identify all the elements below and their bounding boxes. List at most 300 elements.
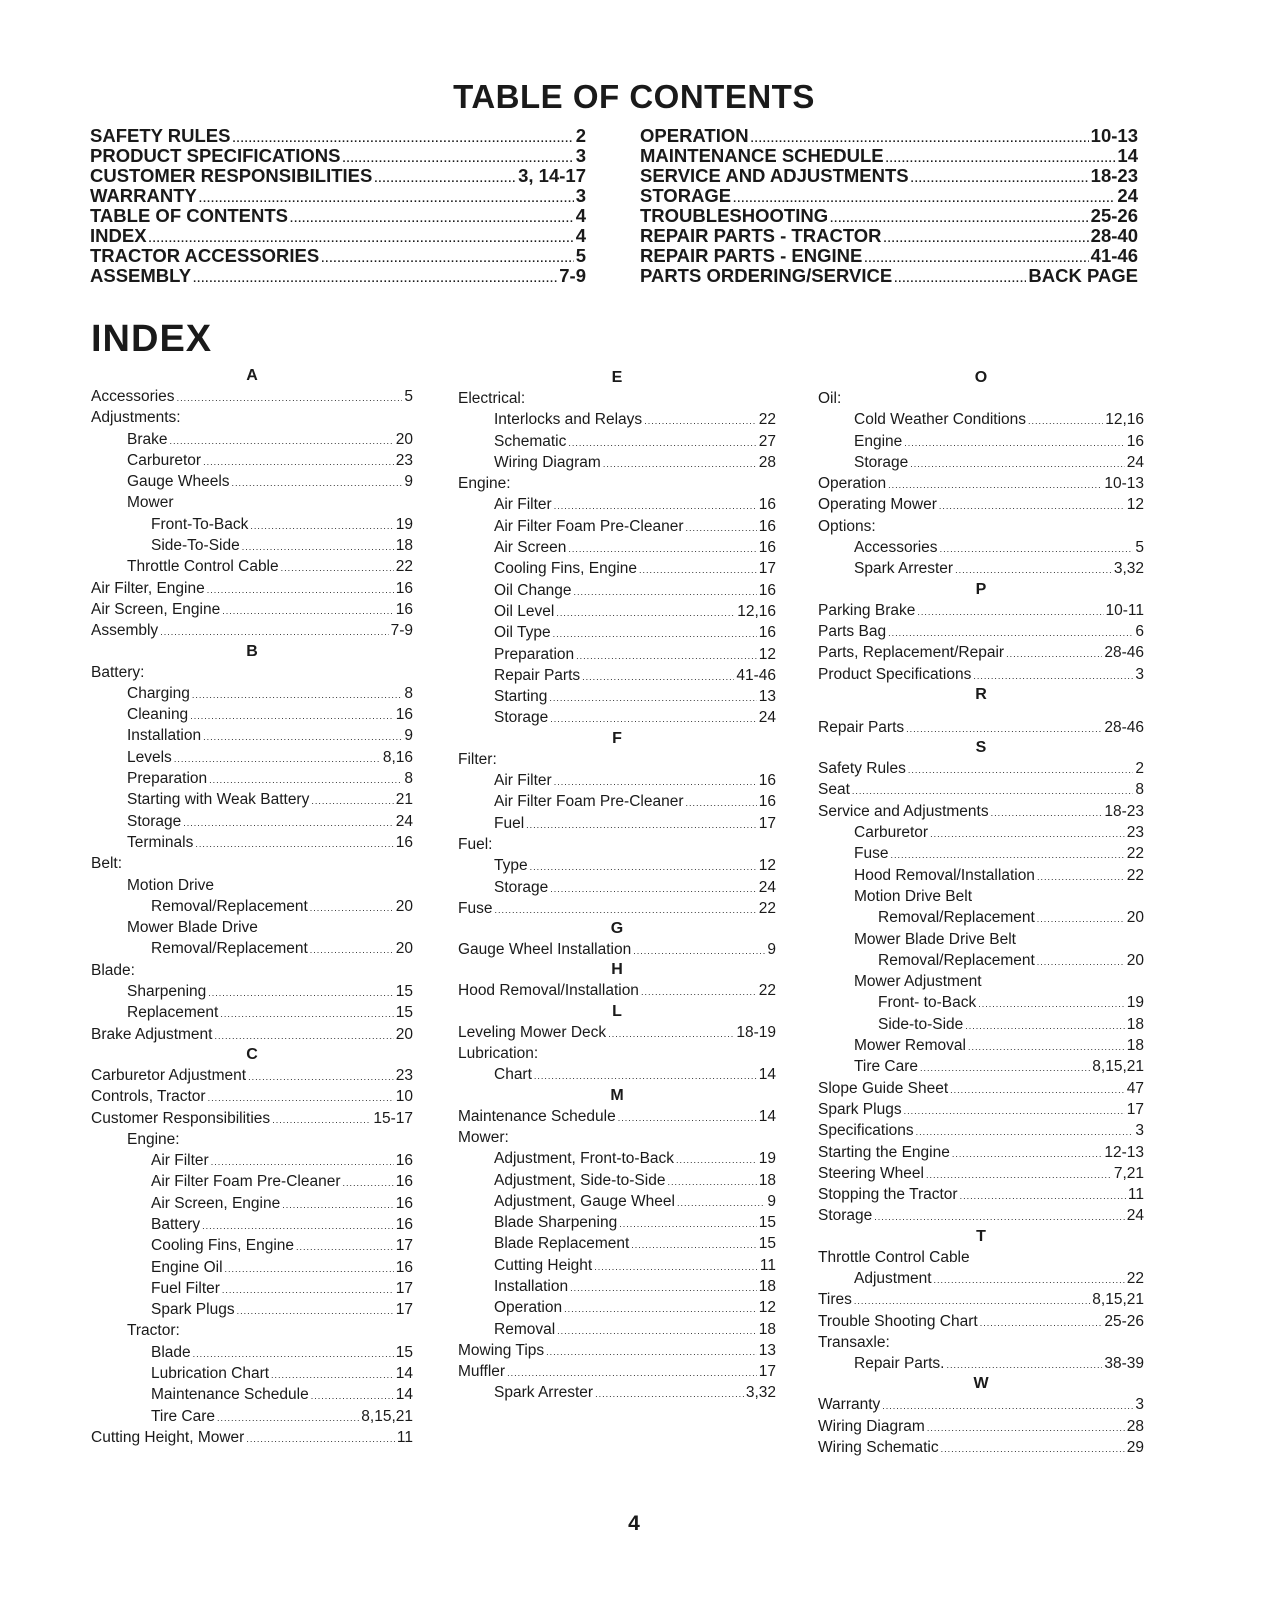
index-entry xyxy=(818,1078,1144,1099)
index-entry xyxy=(458,877,776,898)
index-entry-label: Installation xyxy=(494,1277,569,1295)
index-entry-page: 17 xyxy=(758,560,776,578)
toc-entry-page: 14 xyxy=(1117,145,1138,166)
dot-leader xyxy=(553,622,757,645)
index-entry-label: Steering Wheel xyxy=(818,1164,924,1182)
index-entry-page: 22 xyxy=(758,411,776,429)
index-section-letter: T xyxy=(976,1227,986,1245)
index-entry-label: Carburetor xyxy=(127,451,202,469)
toc-entry-label: REPAIR PARTS - TRACTOR xyxy=(640,225,882,246)
index-entry xyxy=(91,1065,413,1086)
index-entry xyxy=(91,1384,413,1405)
dot-leader xyxy=(603,452,757,475)
dot-leader xyxy=(211,1150,394,1173)
index-entry xyxy=(91,535,413,556)
index-entry-page: 28-46 xyxy=(1104,718,1144,736)
toc-entry xyxy=(640,126,1138,146)
index-entry-page: 16 xyxy=(758,581,776,599)
index-entry-label: Sharpening xyxy=(127,983,207,1001)
dot-leader xyxy=(910,452,1124,475)
dot-leader xyxy=(618,1106,757,1129)
dot-leader xyxy=(225,1257,394,1280)
index-entry-page: 21 xyxy=(395,791,413,809)
index-entry xyxy=(91,1214,413,1235)
index-entry-label: Repair Parts xyxy=(494,666,581,684)
index-entry-page: 29 xyxy=(1126,1439,1144,1457)
index-entry xyxy=(458,601,776,622)
index-entry xyxy=(818,1056,1144,1077)
toc-entry-label: SERVICE AND ADJUSTMENTS xyxy=(640,165,909,186)
index-entry-page: 6 xyxy=(1135,622,1144,640)
dot-leader xyxy=(686,791,757,814)
index-entry xyxy=(458,1148,776,1169)
index-entry-label: Accessories xyxy=(854,539,938,557)
dot-leader xyxy=(854,1289,1090,1312)
dot-leader xyxy=(940,537,1134,560)
index-section-letter: M xyxy=(610,1086,624,1104)
index-entry xyxy=(818,1353,1144,1374)
index-entry xyxy=(818,1311,1144,1332)
toc-entry-page: 18-23 xyxy=(1090,165,1138,186)
index-entry-label: Wiring Diagram xyxy=(818,1417,925,1435)
dot-leader xyxy=(677,1191,765,1214)
index-entry-label: Repair Parts. xyxy=(854,1355,945,1373)
index-entry-label: Charging xyxy=(127,684,190,702)
index-entry-page: 8 xyxy=(404,770,413,788)
index-entry-label: Customer Responsibilities xyxy=(91,1109,271,1127)
index-entry-page: 15 xyxy=(395,1343,413,1361)
index-entry xyxy=(818,537,1144,558)
dot-leader xyxy=(217,1406,359,1429)
index-entry-page: 12 xyxy=(758,1299,776,1317)
toc-entry-page: 41-46 xyxy=(1090,245,1138,266)
index-entry-label: Removal/Replacement xyxy=(878,909,1035,927)
dot-leader xyxy=(546,1340,757,1363)
index-entry xyxy=(91,917,413,938)
dot-leader xyxy=(248,1065,394,1088)
page-number: 4 xyxy=(628,1512,640,1535)
index-entry-label: Engine xyxy=(854,432,903,450)
index-entry xyxy=(91,683,413,704)
index-entry-label: Air Filter xyxy=(151,1152,209,1170)
index-entry xyxy=(458,1106,776,1127)
toc-entry-page: 4 xyxy=(575,205,586,226)
index-entry xyxy=(818,779,1144,800)
index-entry-label: Starting with Weak Battery xyxy=(127,791,310,809)
dot-leader xyxy=(557,1319,757,1342)
index-entry xyxy=(91,938,413,959)
index-entry-page: 17 xyxy=(395,1279,413,1297)
index-section-letter: R xyxy=(975,685,987,703)
index-entry-label: Preparation xyxy=(494,645,575,663)
index-entry xyxy=(818,452,1144,473)
toc-entry-label: ASSEMBLY xyxy=(90,265,192,286)
index-entry xyxy=(818,907,1144,928)
index-entry-label: Belt: xyxy=(91,855,123,873)
index-entry-page: 24 xyxy=(1126,1207,1144,1225)
toc-entry-label: INDEX xyxy=(90,225,147,246)
index-entry-label: Accessories xyxy=(91,388,175,405)
index-entry-page: 20 xyxy=(1126,909,1144,927)
index-entry xyxy=(458,855,776,876)
index-entry xyxy=(818,473,1144,494)
dot-leader xyxy=(644,409,757,432)
index-entry-label: Adjustment xyxy=(854,1269,932,1287)
index-entry xyxy=(458,580,776,601)
index-entry xyxy=(818,1014,1144,1035)
index-entry xyxy=(458,791,776,812)
dot-leader xyxy=(310,896,394,919)
index-entry xyxy=(458,516,776,537)
index-entry-page: 14 xyxy=(758,1066,776,1084)
toc-entry-page: 24 xyxy=(1117,185,1138,206)
dot-leader xyxy=(183,811,393,834)
index-entry-page: 22 xyxy=(758,899,776,917)
index-entry xyxy=(91,1129,413,1150)
index-entry-page: 9 xyxy=(767,1192,776,1210)
toc-entry-page: BACK PAGE xyxy=(1028,265,1138,286)
index-entry-label: Throttle Control Cable xyxy=(127,558,279,576)
index-entry-label: Adjustments: xyxy=(91,409,181,427)
index-section-letter: P xyxy=(975,580,987,598)
index-entry-page: 8 xyxy=(1135,781,1144,799)
index-entry-page: 11 xyxy=(1127,1186,1144,1204)
index-entry-page: 16 xyxy=(395,1152,413,1170)
index-entry-label: Controls, Tractor xyxy=(91,1088,206,1106)
index-entry-label: Assembly xyxy=(91,622,159,640)
index-entry xyxy=(458,665,776,686)
dot-leader xyxy=(193,266,557,289)
index-entry-page: 16 xyxy=(395,1173,413,1191)
dot-leader xyxy=(311,789,393,812)
index-entry-page: 18-23 xyxy=(1104,802,1144,820)
dot-leader xyxy=(271,1363,394,1386)
index-entry-page: 41-46 xyxy=(736,666,776,684)
index-entry xyxy=(818,1120,1144,1141)
toc-entry-label: CUSTOMER RESPONSIBILITIES xyxy=(90,165,373,186)
index-entry-label: Fuel xyxy=(494,814,525,832)
index-entry-label: Blade: xyxy=(91,961,135,979)
dot-leader xyxy=(564,1297,757,1320)
index-entry-label: Lubrication: xyxy=(458,1045,539,1063)
dot-leader xyxy=(550,877,756,900)
index-entry-page: 12 xyxy=(1126,496,1144,514)
dot-leader xyxy=(639,558,757,581)
index-entry-label: Type xyxy=(494,857,528,875)
index-entry xyxy=(91,386,413,407)
toc-entry-page: 5 xyxy=(575,245,586,266)
index-entry-label: Hood Removal/Installation xyxy=(854,866,1035,884)
index-entry-label: Spark Plugs xyxy=(151,1301,235,1319)
index-entry-page: 28-46 xyxy=(1104,644,1144,662)
index-entry xyxy=(91,1086,413,1107)
dot-leader xyxy=(177,386,403,409)
index-entry-label: Installation xyxy=(127,727,202,745)
dot-leader xyxy=(242,535,394,558)
index-entry-page: 17 xyxy=(758,814,776,832)
index-entry-label: Parts Bag xyxy=(818,622,887,640)
index-entry-page: 18 xyxy=(758,1171,776,1189)
index-entry-label: Trouble Shooting Chart xyxy=(818,1312,978,1330)
index-entry xyxy=(91,725,413,746)
toc-entry-label: STORAGE xyxy=(640,185,732,206)
index-entry xyxy=(458,494,776,515)
index-entry-page: 18 xyxy=(395,537,413,555)
index-entry-label: Brake Adjustment xyxy=(91,1025,213,1043)
dot-leader xyxy=(192,683,402,706)
index-entry-label: Parking Brake xyxy=(818,601,916,619)
index-entry-label: Hood Removal/Installation xyxy=(458,982,639,1000)
dot-leader xyxy=(916,1120,1134,1143)
index-entry-page: 10-13 xyxy=(1104,475,1144,493)
index-entry-label: Mower Adjustment xyxy=(854,973,982,991)
index-entry-page: 10-11 xyxy=(1105,601,1144,619)
dot-leader xyxy=(927,1416,1125,1439)
toc-entry-page: 28-40 xyxy=(1090,225,1138,246)
index-entry-page: 3 xyxy=(1135,1396,1144,1414)
toc-entry-label: PRODUCT SPECIFICATIONS xyxy=(90,145,341,166)
index-entry xyxy=(818,1184,1144,1205)
index-entry-label: Engine: xyxy=(127,1130,180,1148)
index-section-letter: S xyxy=(975,739,987,757)
index-entry-label: Lubrication Chart xyxy=(151,1365,270,1383)
index-entry-page: 24 xyxy=(395,812,413,830)
index-entry-label: Tire Care xyxy=(854,1058,919,1076)
index-entry-label: Air Filter Foam Pre-Cleaner xyxy=(494,793,684,811)
index-entry xyxy=(818,1099,1144,1120)
index-entry-page: 18-19 xyxy=(736,1023,776,1041)
index-entry-label: Oil Change xyxy=(494,581,572,599)
dot-leader xyxy=(686,516,757,539)
dot-leader xyxy=(530,855,757,878)
index-entry xyxy=(91,1108,413,1129)
index-entry-page: 20 xyxy=(395,1025,413,1043)
index-section-letter: H xyxy=(611,961,623,979)
index-entry xyxy=(91,704,413,725)
index-entry-label: Filter: xyxy=(458,750,497,768)
index-entry xyxy=(91,1235,413,1256)
index-entry xyxy=(818,758,1144,779)
index-entry-label: Air Filter Foam Pre-Cleaner xyxy=(494,517,684,535)
dot-leader xyxy=(960,1184,1126,1207)
index-entry-label: Oil Type xyxy=(494,624,551,642)
index-entry xyxy=(818,950,1144,971)
index-entry xyxy=(818,516,1144,537)
index-entry xyxy=(91,1427,413,1448)
index-entry xyxy=(458,1170,776,1191)
index-entry xyxy=(818,886,1144,907)
index-entry xyxy=(818,992,1144,1013)
index-entry xyxy=(458,770,776,791)
index-entry-page: 24 xyxy=(758,878,776,896)
dot-leader xyxy=(534,1064,757,1087)
index-entry-label: Operation xyxy=(494,1299,563,1317)
index-entry-label: Tire Care xyxy=(151,1407,216,1425)
toc-entry xyxy=(90,246,586,266)
index-section-letter: A xyxy=(246,367,258,384)
index-entry-label: Cleaning xyxy=(127,706,189,724)
toc-entry-label: TROUBLESHOOTING xyxy=(640,205,829,226)
index-entry-label: Repair Parts xyxy=(818,718,905,736)
toc-entry-label: OPERATION xyxy=(640,125,749,146)
toc-entry xyxy=(640,266,1138,286)
index-entry-label: Adjustment, Gauge Wheel xyxy=(494,1192,675,1210)
dot-leader xyxy=(222,599,394,622)
dot-leader xyxy=(554,770,757,793)
index-entry xyxy=(458,409,776,430)
index-entry-label: Mower Removal xyxy=(854,1037,966,1055)
dot-leader xyxy=(203,725,402,748)
index-entry xyxy=(91,896,413,917)
toc-entry-label: TRACTOR ACCESSORIES xyxy=(90,245,320,266)
index-entry xyxy=(91,981,413,1002)
index-entry-page: 16 xyxy=(395,600,413,618)
index-entry-label: Terminals xyxy=(127,833,194,851)
index-entry-label: Schematic xyxy=(494,432,567,450)
toc-entry-label: WARRANTY xyxy=(90,185,197,206)
index-entry xyxy=(458,1361,776,1382)
index-entry-page: 23 xyxy=(1126,824,1144,842)
index-entry-label: Wiring Diagram xyxy=(494,453,601,471)
index-entry-label: Cutting Height xyxy=(494,1256,593,1274)
dot-leader xyxy=(574,580,757,603)
index-entry xyxy=(91,556,413,577)
dot-leader xyxy=(906,717,1102,740)
index-entry-page: 5 xyxy=(404,388,413,405)
index-entry-label: Blade Replacement xyxy=(494,1235,630,1253)
dot-leader xyxy=(955,558,1112,581)
dot-leader xyxy=(852,779,1133,802)
toc-entry xyxy=(640,226,1138,246)
index-entry-label: Front-To-Back xyxy=(151,515,249,533)
toc-entry-page: 10-13 xyxy=(1090,125,1138,146)
dot-leader xyxy=(894,266,1026,289)
index-entry xyxy=(818,1247,1144,1268)
toc-entry xyxy=(90,146,586,166)
index-entry xyxy=(818,1163,1144,1184)
index-entry-label: Carburetor Adjustment xyxy=(91,1066,247,1084)
index-entry-label: Fuel: xyxy=(458,835,493,853)
dot-leader xyxy=(594,1255,758,1278)
index-entry-label: Maintenance Schedule xyxy=(151,1386,309,1404)
dot-leader xyxy=(888,621,1133,644)
dot-leader xyxy=(311,1384,394,1407)
index-section-letter: C xyxy=(246,1045,258,1063)
index-entry-label: Interlocks and Relays xyxy=(494,411,643,429)
index-entry xyxy=(458,431,776,452)
index-entry-label: Side-To-Side xyxy=(151,537,240,555)
toc-entry-label: PARTS ORDERING/SERVICE xyxy=(640,265,893,286)
index-entry-page: 17 xyxy=(395,1237,413,1255)
index-entry-page: 16 xyxy=(395,1258,413,1276)
index-entry-label: Cold Weather Conditions xyxy=(854,411,1027,429)
index-entry xyxy=(91,1002,413,1023)
dot-leader xyxy=(1037,865,1125,888)
index-entry xyxy=(458,707,776,728)
index-entry-label: Mower Blade Drive xyxy=(127,919,258,937)
index-entry-page: 17 xyxy=(758,1363,776,1381)
dot-leader xyxy=(888,473,1102,496)
index-entry xyxy=(91,1024,413,1045)
index-entry-label: Chart xyxy=(494,1066,532,1084)
toc-entry xyxy=(90,186,586,206)
index-entry-page: 14 xyxy=(758,1107,776,1125)
dot-leader xyxy=(494,898,756,921)
index-entry-page: 3,32 xyxy=(1113,560,1144,578)
dot-leader xyxy=(272,1108,371,1131)
index-entry xyxy=(818,621,1144,642)
dot-leader xyxy=(232,471,403,494)
index-entry xyxy=(818,1268,1144,1289)
index-entry xyxy=(818,558,1144,579)
index-section-letter: E xyxy=(611,369,623,386)
index-column-3 xyxy=(818,368,1144,1458)
index-entry-label: Safety Rules xyxy=(818,760,906,778)
dot-leader xyxy=(1037,950,1125,973)
dot-leader xyxy=(676,1148,757,1171)
index-entry-page: 18 xyxy=(758,1320,776,1338)
index-entry-page: 23 xyxy=(395,451,413,469)
index-entry xyxy=(91,471,413,492)
index-entry xyxy=(458,749,776,770)
index-entry-page: 16 xyxy=(395,1215,413,1233)
index-entry-label: Operating Mower xyxy=(818,496,937,514)
dot-leader xyxy=(220,1002,393,1025)
index-entry-page: 15 xyxy=(758,1214,776,1232)
index-entry-page: 8,16 xyxy=(382,748,413,766)
index-entry-label: Muffler xyxy=(458,1363,506,1381)
index-entry-page: 8,15,21 xyxy=(1092,1291,1144,1309)
dot-leader xyxy=(980,1311,1103,1334)
dot-leader xyxy=(208,1086,394,1109)
index-entry xyxy=(458,1043,776,1064)
dot-leader xyxy=(965,1014,1124,1037)
dot-leader xyxy=(556,601,735,624)
dot-leader xyxy=(973,664,1133,687)
index-entry-page: 20 xyxy=(395,940,413,958)
index-entry-label: Oil Level xyxy=(494,602,555,620)
dot-leader xyxy=(926,1163,1112,1186)
dot-leader xyxy=(190,704,394,727)
index-entry-label: Spark Plugs xyxy=(818,1100,902,1118)
dot-leader xyxy=(554,494,757,517)
index-entry-page: 7,21 xyxy=(1113,1164,1144,1182)
dot-leader xyxy=(343,1171,394,1194)
index-entry-page: 9 xyxy=(767,941,776,959)
index-entry xyxy=(818,1205,1144,1226)
index-entry-page: 22 xyxy=(1126,1269,1144,1287)
dot-leader xyxy=(174,747,381,770)
dot-leader xyxy=(890,843,1124,866)
index-entry-label: Air Filter xyxy=(494,772,552,790)
dot-leader xyxy=(904,431,1124,454)
index-entry-label: Options: xyxy=(818,517,876,535)
dot-leader xyxy=(170,429,394,452)
index-entry-page: 9 xyxy=(404,473,413,491)
index-entry xyxy=(818,801,1144,822)
index-entry xyxy=(818,431,1144,452)
index-entry xyxy=(91,407,413,428)
index-entry-label: Air Filter xyxy=(494,496,552,514)
toc-entry xyxy=(640,166,1138,186)
index-entry-label: Air Screen, Engine xyxy=(91,600,221,618)
index-entry xyxy=(91,1363,413,1384)
index-entry-label: Operation xyxy=(818,475,887,493)
index-entry-page: 19 xyxy=(395,515,413,533)
index-entry-label: Oil: xyxy=(818,390,842,407)
dot-leader xyxy=(946,1353,1102,1376)
dot-leader xyxy=(570,1276,757,1299)
